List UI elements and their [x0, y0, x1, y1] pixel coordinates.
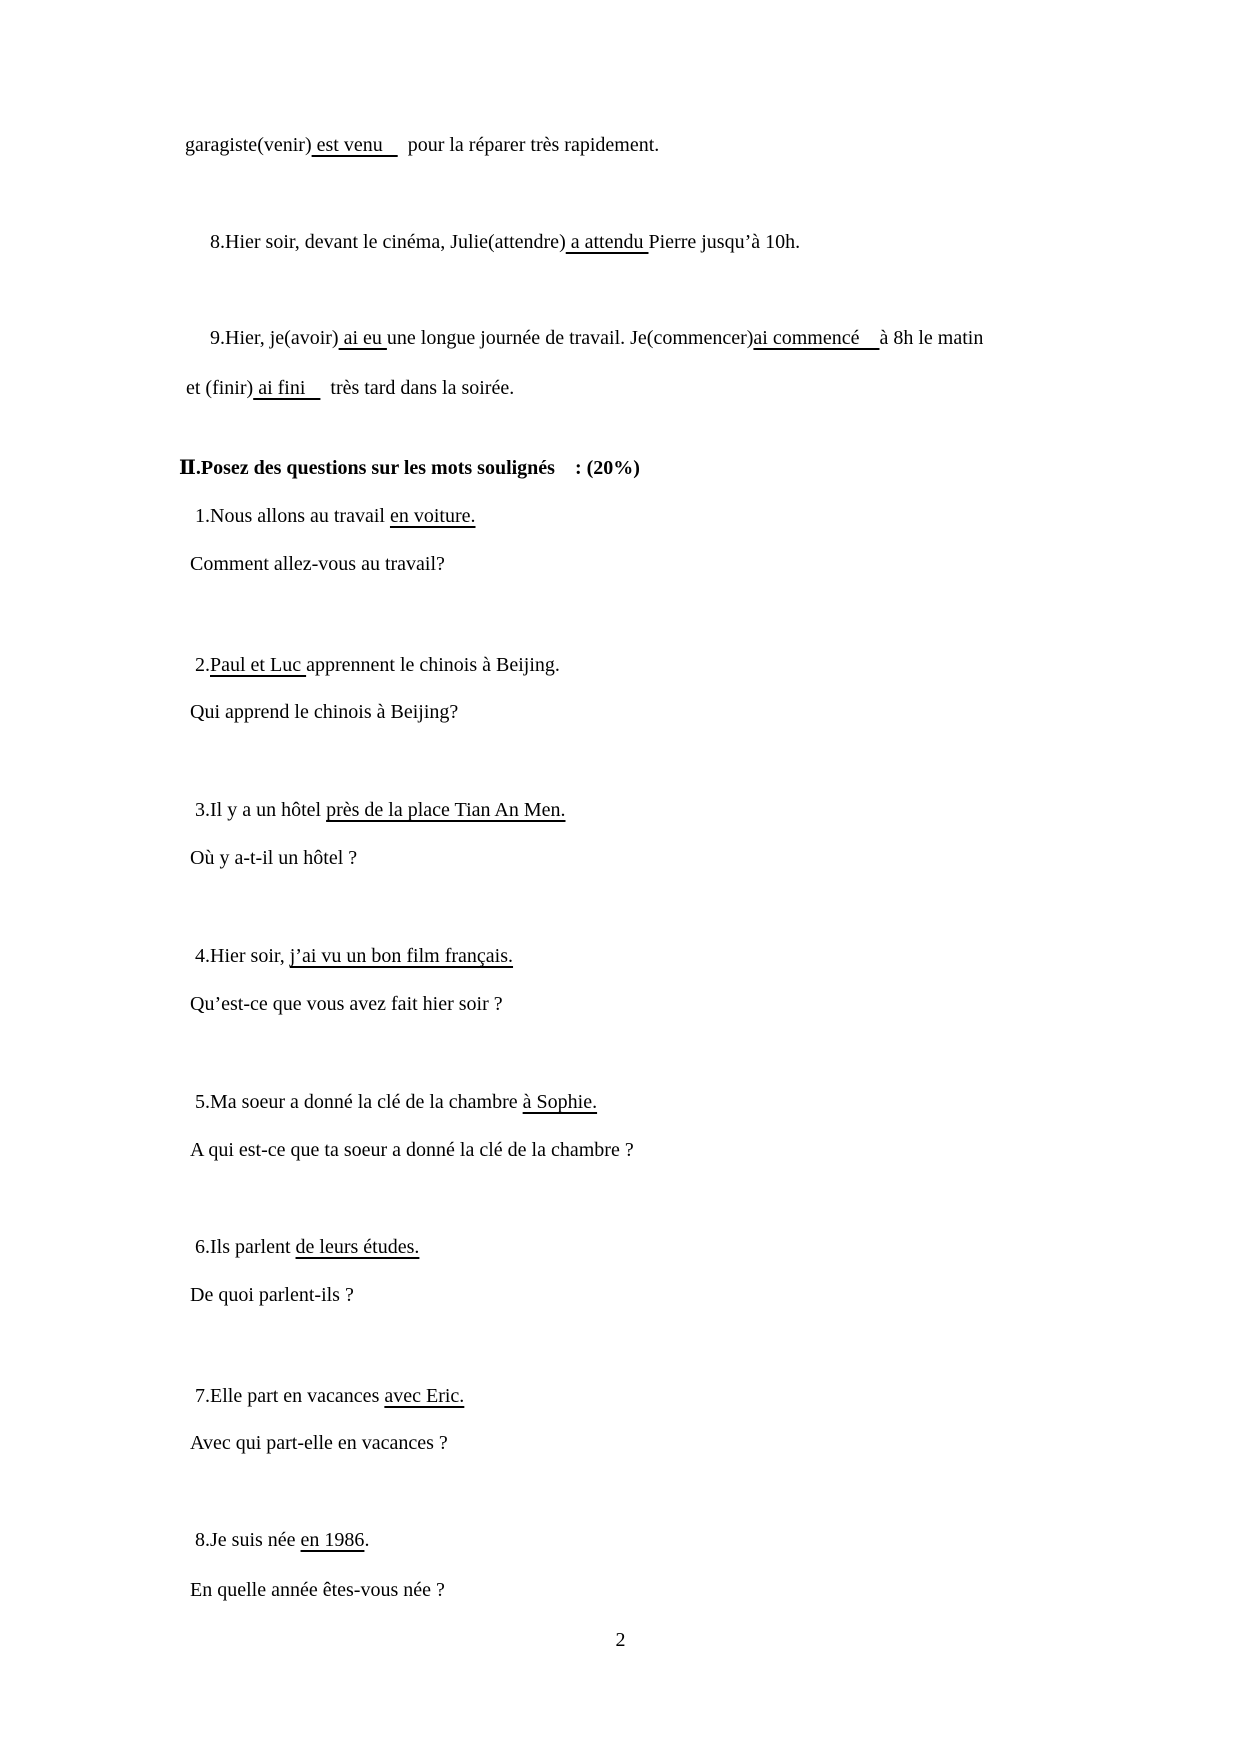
text-line	[190, 980, 503, 1028]
text-segment: 9.Hier, je(avoir)	[210, 327, 339, 349]
underlined-text: est venu	[311, 134, 398, 156]
underlined-text: avec Eric.	[384, 1385, 465, 1407]
text-line	[190, 1566, 445, 1614]
text-segment: Pierre jusqu’à 10h.	[648, 231, 801, 253]
text-line	[190, 1271, 354, 1319]
text-line	[195, 1372, 464, 1420]
text-line	[210, 218, 800, 266]
underlined-text: en 1986	[300, 1529, 365, 1551]
text-segment: 6.Ils parlent	[195, 1236, 296, 1258]
text-segment: très tard dans la soirée.	[320, 377, 515, 399]
text-segment: De quoi parlent-ils ?	[190, 1284, 354, 1306]
text-line	[186, 364, 514, 412]
text-line	[195, 786, 566, 834]
text-segment: En quelle année êtes-vous née ?	[190, 1579, 445, 1601]
underlined-text: ai commencé	[753, 327, 880, 349]
text-line	[190, 540, 445, 588]
text-segment: Comment allez-vous au travail?	[190, 553, 445, 575]
underlined-text: a attendu	[565, 231, 649, 253]
text-segment: apprennent le chinois à Beijing.	[306, 654, 560, 676]
text-line	[195, 932, 513, 980]
text-line	[195, 1223, 419, 1271]
text-segment: 8.Hier soir, devant le cinéma, Julie(attendre)	[210, 231, 566, 253]
text-segment: 8.Je suis née	[195, 1529, 301, 1551]
underlined-text: de leurs études.	[295, 1236, 420, 1258]
text-line	[185, 121, 659, 169]
text-segment: à 8h le matin	[879, 327, 984, 349]
text-line	[190, 688, 458, 736]
text-line	[190, 1126, 634, 1174]
text-segment: pour la réparer très rapidement.	[397, 134, 660, 156]
text-segment: 7.Elle part en vacances	[195, 1385, 385, 1407]
text-line	[195, 492, 476, 540]
text-segment: garagiste(venir)	[185, 134, 312, 156]
text-segment: 4.Hier soir,	[195, 945, 290, 967]
text-segment: 1.Nous allons au travail	[195, 505, 390, 527]
text-line	[190, 1419, 448, 1467]
text-segment: 5.Ma soeur a donné la clé de la chambre	[195, 1091, 523, 1113]
underlined-text: ai eu	[338, 327, 387, 349]
text-segment: Ⅱ.Posez des questions sur les mots soulignés : (20%)	[179, 457, 640, 479]
text-segment: .	[364, 1529, 370, 1551]
text-segment: et (finir)	[186, 377, 254, 399]
underlined-text: Paul et Luc	[210, 654, 307, 676]
text-segment: Qui apprend le chinois à Beijing?	[190, 701, 459, 723]
page-number: 2	[615, 1629, 626, 1651]
underlined-text: près de la place Tian An Men.	[326, 799, 566, 821]
underlined-text: j’ai vu un bon film français.	[289, 945, 514, 967]
text-segment: une longue journée de travail. Je(commencer)	[386, 327, 754, 349]
underlined-text: en voiture.	[389, 505, 476, 527]
text-segment: Où y a-t-il un hôtel ?	[190, 847, 358, 869]
text-segment: A qui est-ce que ta soeur a donné la clé de la chambre ?	[190, 1139, 634, 1161]
text-line	[195, 1516, 369, 1564]
text-line	[195, 641, 560, 689]
underlined-text: ai fini	[253, 377, 321, 399]
text-line	[195, 1078, 597, 1126]
text-segment: Qu’est-ce que vous avez fait hier soir ?	[190, 993, 503, 1015]
text-line	[190, 834, 357, 882]
text-line	[210, 314, 983, 362]
text-segment: Avec qui part-elle en vacances ?	[190, 1432, 448, 1454]
text-segment: 2.	[195, 654, 210, 676]
text-segment: 3.Il y a un hôtel	[195, 799, 327, 821]
underlined-text: à Sophie.	[522, 1091, 598, 1113]
section-heading	[179, 444, 640, 492]
